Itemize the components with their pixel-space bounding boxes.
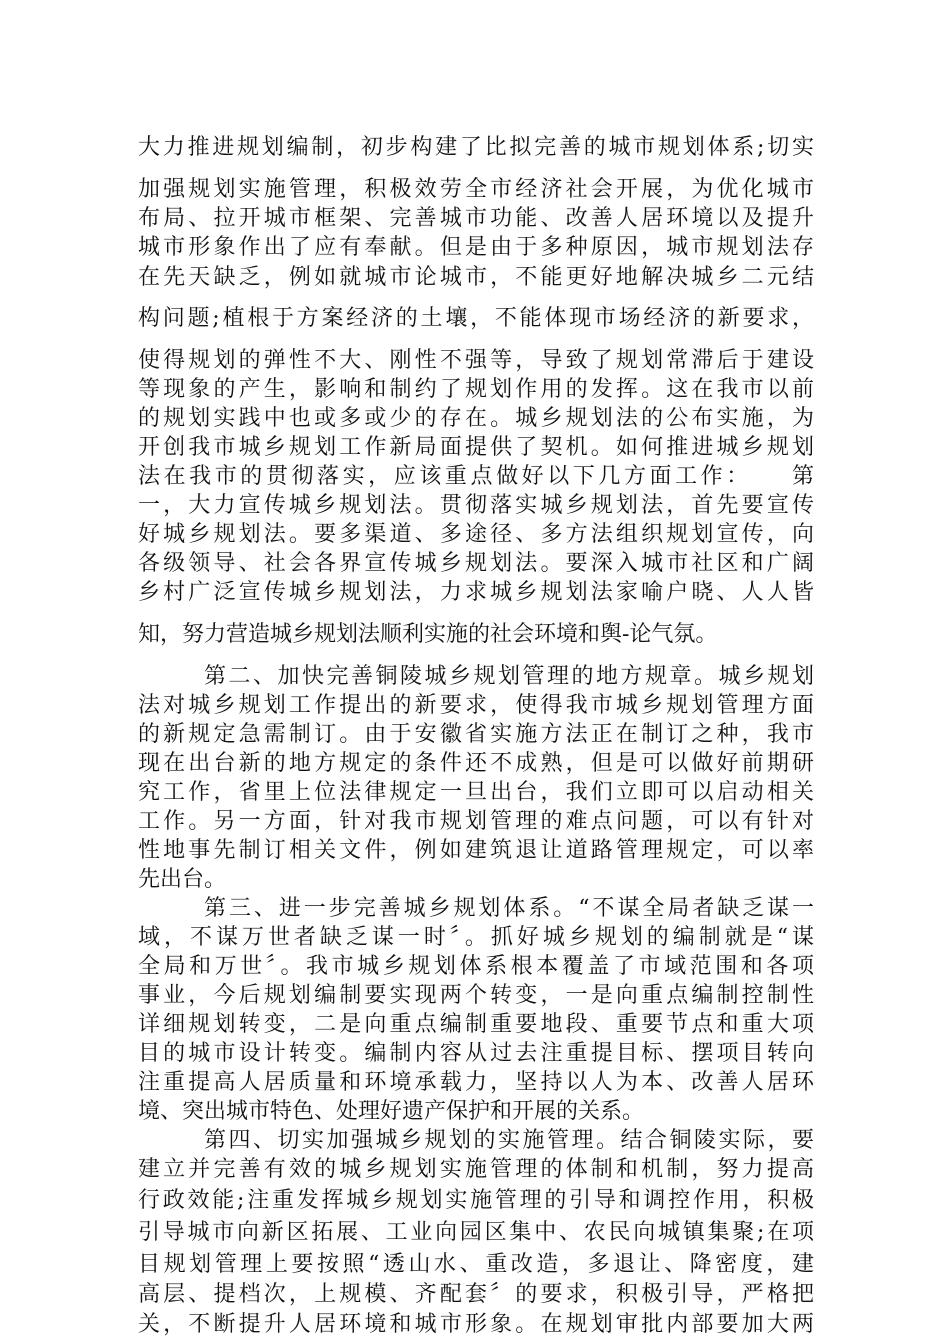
text-line: 法在我市的贯彻落实，应该重点做好以下几方面工作： 第 <box>138 464 814 489</box>
text-line: 知，努力营造城乡规划法顺利实施的社会环境和舆-论气氛。 <box>138 622 718 647</box>
text-line: 加强规划实施管理，积极效劳全市经济社会开展，为优化城市 <box>138 177 814 202</box>
text-line: 的新规定急需制订。由于安徽省实施方法正在制订之种，我市 <box>138 722 814 747</box>
text-line: 关，不断提升人居环境和城市形象。在规划审批内部要加大两 <box>138 1312 814 1337</box>
text-line: 开创我市城乡规划工作新局面提供了契机。如何推进城乡规划 <box>138 435 814 460</box>
text-line: 究工作，省里上位法律规定一旦出台，我们立即可以启动相关 <box>138 780 814 805</box>
text-line: 先出台。 <box>138 867 227 892</box>
text-line: 大力推进规划编制，初步构建了比拟完善的城市规划体系;切实 <box>138 135 814 160</box>
text-line: 一，大力宣传城乡规划法。贯彻落实城乡规划法，首先要宣传 <box>138 493 814 518</box>
text-line: 各级领导、社会各界宣传城乡规划法。要深入城市社区和广阔 <box>138 551 814 576</box>
document-page <box>138 0 814 1344</box>
text-line: 引导城市向新区拓展、工业向园区集中、农民向城镇集聚;在项 <box>138 1220 814 1245</box>
text-line: 境、突出城市特色、处理好遗产保护和开展的关系。 <box>138 1099 645 1124</box>
text-line: 事业，今后规划编制要实现两个转变，一是向重点编制控制性 <box>138 983 814 1008</box>
text-line: 乡村广泛宣传城乡规划法，力求城乡规划法家喻户晓、人人皆 <box>138 580 814 605</box>
text-line: 工作。另一方面，针对我市规划管理的难点问题，可以有针对 <box>138 809 814 834</box>
text-line: 性地事先制订相关文件，例如建筑退让道路管理规定，可以率 <box>138 838 814 863</box>
text-line: 在先天缺乏，例如就城市论城市，不能更好地解决城乡二元结 <box>138 265 814 290</box>
text-line: 行政效能;注重发挥城乡规划实施管理的引导和调控作用，积极 <box>138 1188 814 1213</box>
text-line: 全局和万世〞。我市城乡规划体系根本覆盖了市域范围和各项 <box>138 954 814 979</box>
text-line: 等现象的产生，影响和制约了规划作用的发挥。这在我市以前 <box>138 377 814 402</box>
text-line: 域，不谋万世者缺乏谋一时〞。抓好城乡规划的编制就是“谋 <box>138 925 814 950</box>
text-line: 详细规划转变，二是向重点编制重要地段、重要节点和重大项 <box>138 1012 814 1037</box>
text-line: 现在出台新的地方规定的条件还不成熟，但是可以做好前期研 <box>138 751 814 776</box>
text-line: 高层、提档次，上规模、齐配套〞的要求，积极引导，严格把 <box>138 1282 814 1307</box>
paragraph-start-line: 第四、切实加强城乡规划的实施管理。结合铜陵实际，要 <box>204 1128 814 1153</box>
text-line: 好城乡规划法。要多渠道、多途径、多方法组织规划宣传，向 <box>138 522 814 547</box>
text-line: 目规划管理上要按照“透山水、重改造，多退让、降密度，建 <box>138 1252 814 1277</box>
text-line: 注重提高人居质量和环境承载力，坚持以人为本、改善人居环 <box>138 1070 814 1095</box>
text-line: 使得规划的弹性不大、刚性不强等，导致了规划常滞后于建设 <box>138 348 814 373</box>
text-line: 的规划实践中也或多或少的存在。城乡规划法的公布实施，为 <box>138 406 814 431</box>
text-line: 布局、拉开城市框架、完善城市功能、改善人居环境以及提升 <box>138 206 814 231</box>
text-line: 目的城市设计转变。编制内容从过去注重提目标、摆项目转向 <box>138 1041 814 1066</box>
text-line: 构问题;植根于方案经济的土壤，不能体现市场经济的新要求， <box>138 306 814 331</box>
text-line: 法对城乡规划工作提出的新要求，使得我市城乡规划管理方面 <box>138 693 814 718</box>
text-line: 城市形象作出了应有奉献。但是由于多种原因，城市规划法存 <box>138 235 814 260</box>
paragraph-start-line: 第三、进一步完善城乡规划体系。“不谋全局者缺乏谋一 <box>204 896 814 921</box>
paragraph-start-line: 第二、加快完善铜陵城乡规划管理的地方规章。城乡规划 <box>204 664 814 689</box>
text-line: 建立并完善有效的城乡规划实施管理的体制和机制，努力提高 <box>138 1157 814 1182</box>
